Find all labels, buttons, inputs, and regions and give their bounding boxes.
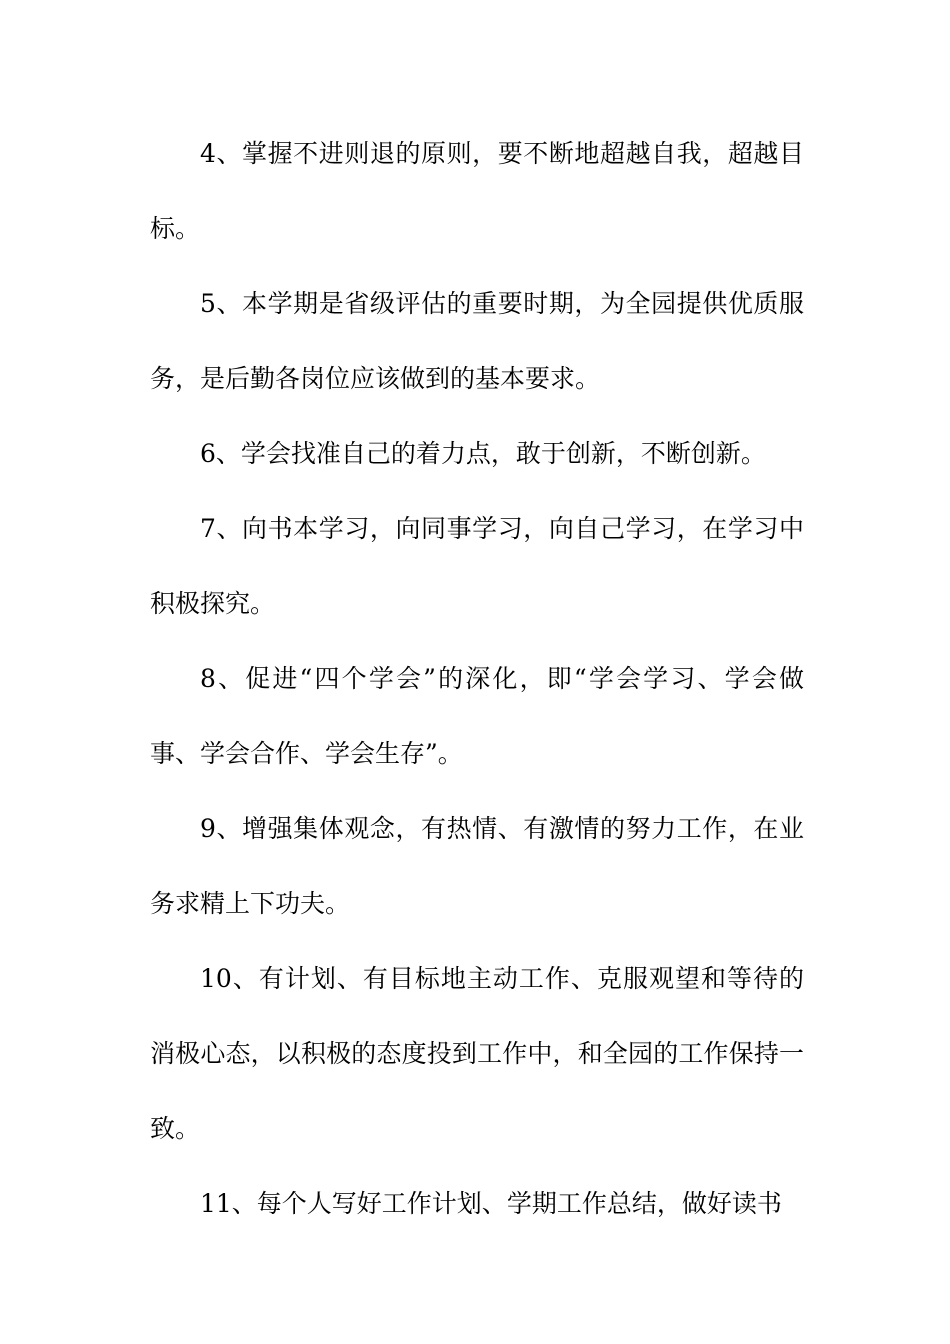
paragraph-item-7: 7、向书本学习，向同事学习，向自己学习，在学习中积极探究。 [150, 514, 804, 618]
paragraph-item-11: 11、每个人写好工作计划、学期工作总结，做好读书 [200, 1189, 782, 1218]
paragraph-item-5: 5、本学期是省级评估的重要时期，为全园提供优质服务，是后勤各岗位应该做到的基本要求。 [150, 289, 804, 393]
document-body [150, 116, 804, 1241]
paragraph-item-10: 10、有计划、有目标地主动工作、克服观望和等待的消极心态，以积极的态度投到工作中，和全园的工作保持一致。 [150, 964, 804, 1143]
paragraph-item-8: 8、促进“四个学会”的深化，即“学会学习、学会做事、学会合作、学会生存”。 [150, 664, 804, 768]
paragraph-item-6: 6、学会找准自己的着力点，敢于创新，不断创新。 [200, 439, 766, 468]
paragraph-item-4: 4、掌握不进则退的原则，要不断地超越自我，超越目标。 [150, 139, 804, 243]
paragraph-item-9: 9、增强集体观念，有热情、有激情的努力工作，在业务求精上下功夫。 [150, 814, 804, 918]
